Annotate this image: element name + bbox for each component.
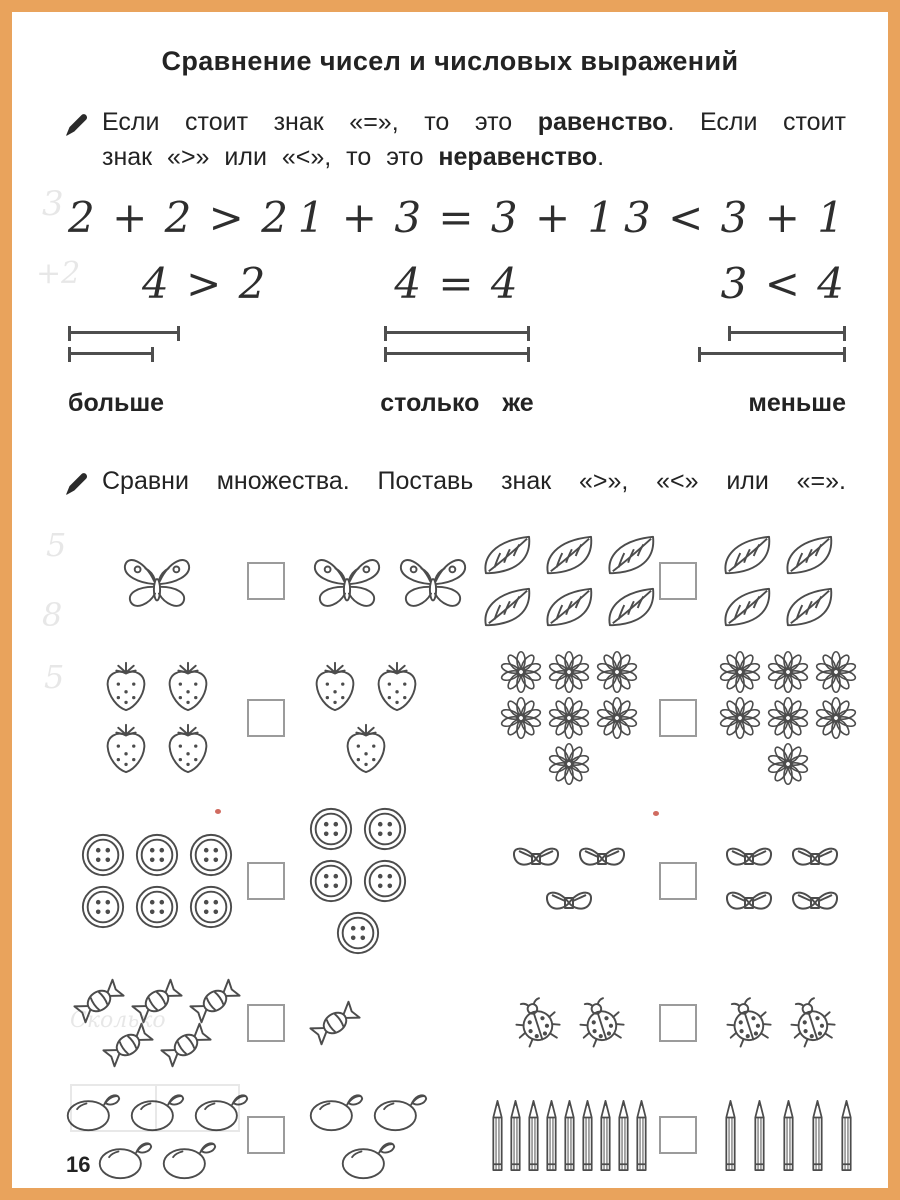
segment-line xyxy=(728,331,846,334)
answer-box[interactable] xyxy=(659,1116,697,1154)
pinecone-icon xyxy=(547,742,591,786)
pinecone-icon xyxy=(499,650,543,694)
bleed-through-text: Сколько xyxy=(70,1008,166,1033)
pinecone-icon xyxy=(718,650,762,694)
strawberry-icon xyxy=(161,721,215,777)
comparison-row-button xyxy=(68,803,464,959)
example-column-greater xyxy=(68,193,298,418)
strawberry-icon xyxy=(99,659,153,715)
pencil-icon xyxy=(544,1097,559,1173)
plum-icon xyxy=(192,1090,250,1132)
leaf-icon xyxy=(782,584,836,630)
comparison-row-plum xyxy=(68,1087,464,1183)
pinecone-icon xyxy=(595,696,639,740)
bleed-through-text: 3 xyxy=(42,184,64,224)
button-icon xyxy=(134,884,180,930)
comparison-label: столько же xyxy=(380,389,534,417)
comparison-row-butterfly xyxy=(68,529,464,633)
length-segments xyxy=(384,331,530,379)
leaf-group-left xyxy=(474,529,664,633)
bow-group-right xyxy=(714,837,850,925)
pinecone-icon xyxy=(766,742,810,786)
leaf-icon xyxy=(480,584,534,630)
butterfly-group-left xyxy=(112,547,202,615)
leaf-icon xyxy=(604,584,658,630)
button-group-left xyxy=(74,829,240,933)
pinecone-group-right xyxy=(714,649,862,787)
leaf-icon xyxy=(542,532,596,578)
answer-box[interactable] xyxy=(247,562,285,600)
strawberry-icon xyxy=(99,721,153,777)
butterfly-icon xyxy=(394,550,472,612)
pencil-group-left xyxy=(486,1097,652,1173)
strawberry-icon xyxy=(370,659,424,715)
answer-box[interactable] xyxy=(659,862,697,900)
plum-icon xyxy=(160,1138,218,1180)
pinecone-icon xyxy=(766,650,810,694)
pencil-icon xyxy=(781,1097,796,1173)
expression: 3 < 3 + 1 xyxy=(624,193,846,242)
pencil-icon xyxy=(490,1097,505,1173)
pencil-icon xyxy=(562,1097,577,1173)
rule-text-part: . xyxy=(597,143,605,171)
comparison-row-leaf xyxy=(480,529,880,633)
bleed-through-text: 5 xyxy=(46,526,67,564)
leaf-group-right xyxy=(714,529,842,633)
plum-icon xyxy=(96,1138,154,1180)
pinecone-icon xyxy=(814,696,858,740)
plum-icon xyxy=(64,1090,122,1132)
strawberry-icon xyxy=(308,659,362,715)
pinecone-group-left xyxy=(495,649,643,787)
plum-icon xyxy=(307,1090,365,1132)
strawberry-icon xyxy=(161,659,215,715)
bleed-through-text: 5 xyxy=(44,658,65,696)
rule-text-part: . Если стоит xyxy=(667,108,846,136)
expression: 1 + 3 = 3 + 1 xyxy=(297,193,617,242)
ladybug-icon xyxy=(719,991,777,1054)
rule-section xyxy=(12,105,888,175)
segment-line xyxy=(384,331,530,334)
task-text: Сравни множества. Поставь знак «>», «<» или «=». xyxy=(102,467,846,495)
comparison-row-strawberry xyxy=(68,649,464,787)
leaf-icon xyxy=(604,532,658,578)
pencil-icon xyxy=(810,1097,825,1173)
segment-line xyxy=(68,331,180,334)
button-icon xyxy=(335,910,381,956)
candy-group-right xyxy=(302,1001,368,1045)
comparison-row-pencil xyxy=(480,1087,880,1183)
plum-group-right xyxy=(302,1087,434,1183)
bow-icon xyxy=(720,884,778,922)
task-section xyxy=(12,464,888,503)
rule-line-1 xyxy=(102,105,846,140)
bow-icon xyxy=(573,840,631,878)
candy-icon xyxy=(300,992,369,1054)
expression: 4 = 4 xyxy=(394,259,520,308)
pinecone-icon xyxy=(595,650,639,694)
button-icon xyxy=(188,832,234,878)
bleed-through-text: 8 xyxy=(42,596,63,634)
button-icon xyxy=(188,884,234,930)
bow-icon xyxy=(507,840,565,878)
rule-bold-word: равенство xyxy=(537,108,668,136)
leaf-icon xyxy=(480,532,534,578)
answer-box[interactable] xyxy=(659,699,697,737)
button-icon xyxy=(308,806,354,852)
strawberry-group-right xyxy=(302,656,430,780)
rule-text-part: знак «>» или «<», то это xyxy=(102,143,439,171)
butterfly-icon xyxy=(308,550,386,612)
expression: 4 > 2 xyxy=(142,259,268,308)
plum-icon xyxy=(339,1138,397,1180)
bow-icon xyxy=(786,884,844,922)
button-icon xyxy=(362,858,408,904)
pencil-icon xyxy=(839,1097,854,1173)
answer-box[interactable] xyxy=(659,1004,697,1042)
button-icon xyxy=(308,858,354,904)
ladybug-icon xyxy=(572,991,630,1054)
comparison-row-bow xyxy=(480,803,880,959)
comparison-label: меньше xyxy=(748,389,846,417)
comparison-grid xyxy=(68,529,880,1183)
answer-box[interactable] xyxy=(247,699,285,737)
pencil-icon xyxy=(580,1097,595,1173)
butterfly-icon xyxy=(118,550,196,612)
strawberry-icon xyxy=(339,721,393,777)
comparison-row-candy xyxy=(68,975,464,1071)
button-icon xyxy=(80,884,126,930)
expression: 3 < 4 xyxy=(720,259,846,308)
page-number: 16 xyxy=(66,1152,91,1177)
answer-box[interactable] xyxy=(247,1004,285,1042)
comparison-row-ladybug xyxy=(480,975,880,1071)
example-column-equal xyxy=(298,193,617,418)
button-icon xyxy=(362,806,408,852)
page-title: Сравнение чисел и числовых выражений xyxy=(161,46,739,76)
plum-icon xyxy=(371,1090,429,1132)
ladybug-icon xyxy=(508,991,566,1054)
pencil-icon xyxy=(598,1097,613,1173)
segment-line xyxy=(384,352,530,355)
pencil-group-right xyxy=(714,1097,863,1173)
pencil-icon xyxy=(723,1097,738,1173)
ladybug-group-right xyxy=(714,994,846,1052)
pencil-icon xyxy=(634,1097,649,1173)
pencil-icon xyxy=(62,105,102,144)
candy-icon xyxy=(64,970,133,1032)
length-segments xyxy=(698,331,846,379)
rule-bold-word: неравенство xyxy=(438,143,598,171)
pencil-icon xyxy=(526,1097,541,1173)
pinecone-icon xyxy=(814,650,858,694)
rule-text xyxy=(102,105,846,175)
pencil-icon xyxy=(508,1097,523,1173)
length-segments xyxy=(68,331,180,379)
leaf-icon xyxy=(782,532,836,578)
answer-box[interactable] xyxy=(247,862,285,900)
button-icon xyxy=(134,832,180,878)
bow-icon xyxy=(786,840,844,878)
ladybug-icon xyxy=(783,991,841,1054)
bow-icon xyxy=(540,884,598,922)
leaf-icon xyxy=(542,584,596,630)
segment-line xyxy=(68,352,154,355)
candy-group-left xyxy=(62,979,252,1067)
pencil-icon xyxy=(616,1097,631,1173)
pinecone-icon xyxy=(547,696,591,740)
strawberry-group-left xyxy=(93,656,221,780)
pinecone-icon xyxy=(499,696,543,740)
rule-line-2 xyxy=(102,140,846,175)
example-column-less xyxy=(616,193,846,418)
pinecone-icon xyxy=(766,696,810,740)
answer-box[interactable] xyxy=(247,1116,285,1154)
examples-section xyxy=(12,193,888,418)
leaf-icon xyxy=(720,584,774,630)
expression: 2 + 2 > 2 xyxy=(68,193,290,242)
comparison-label: больше xyxy=(68,389,165,417)
ladybug-group-left xyxy=(503,994,635,1052)
rule-text-part: Если стоит знак «=», то это xyxy=(102,108,538,136)
bleed-through-text: +2 xyxy=(36,256,81,291)
button-group-right xyxy=(302,803,414,959)
pencil-icon xyxy=(62,464,102,503)
pinecone-icon xyxy=(718,696,762,740)
plum-icon xyxy=(128,1090,186,1132)
butterfly-group-right xyxy=(302,547,478,615)
segment-line xyxy=(698,352,846,355)
pencil-icon xyxy=(752,1097,767,1173)
bow-group-left xyxy=(501,837,637,925)
comparison-row-pinecone xyxy=(480,649,880,787)
answer-box[interactable] xyxy=(659,562,697,600)
pinecone-icon xyxy=(547,650,591,694)
leaf-icon xyxy=(720,532,774,578)
button-icon xyxy=(80,832,126,878)
bow-icon xyxy=(720,840,778,878)
